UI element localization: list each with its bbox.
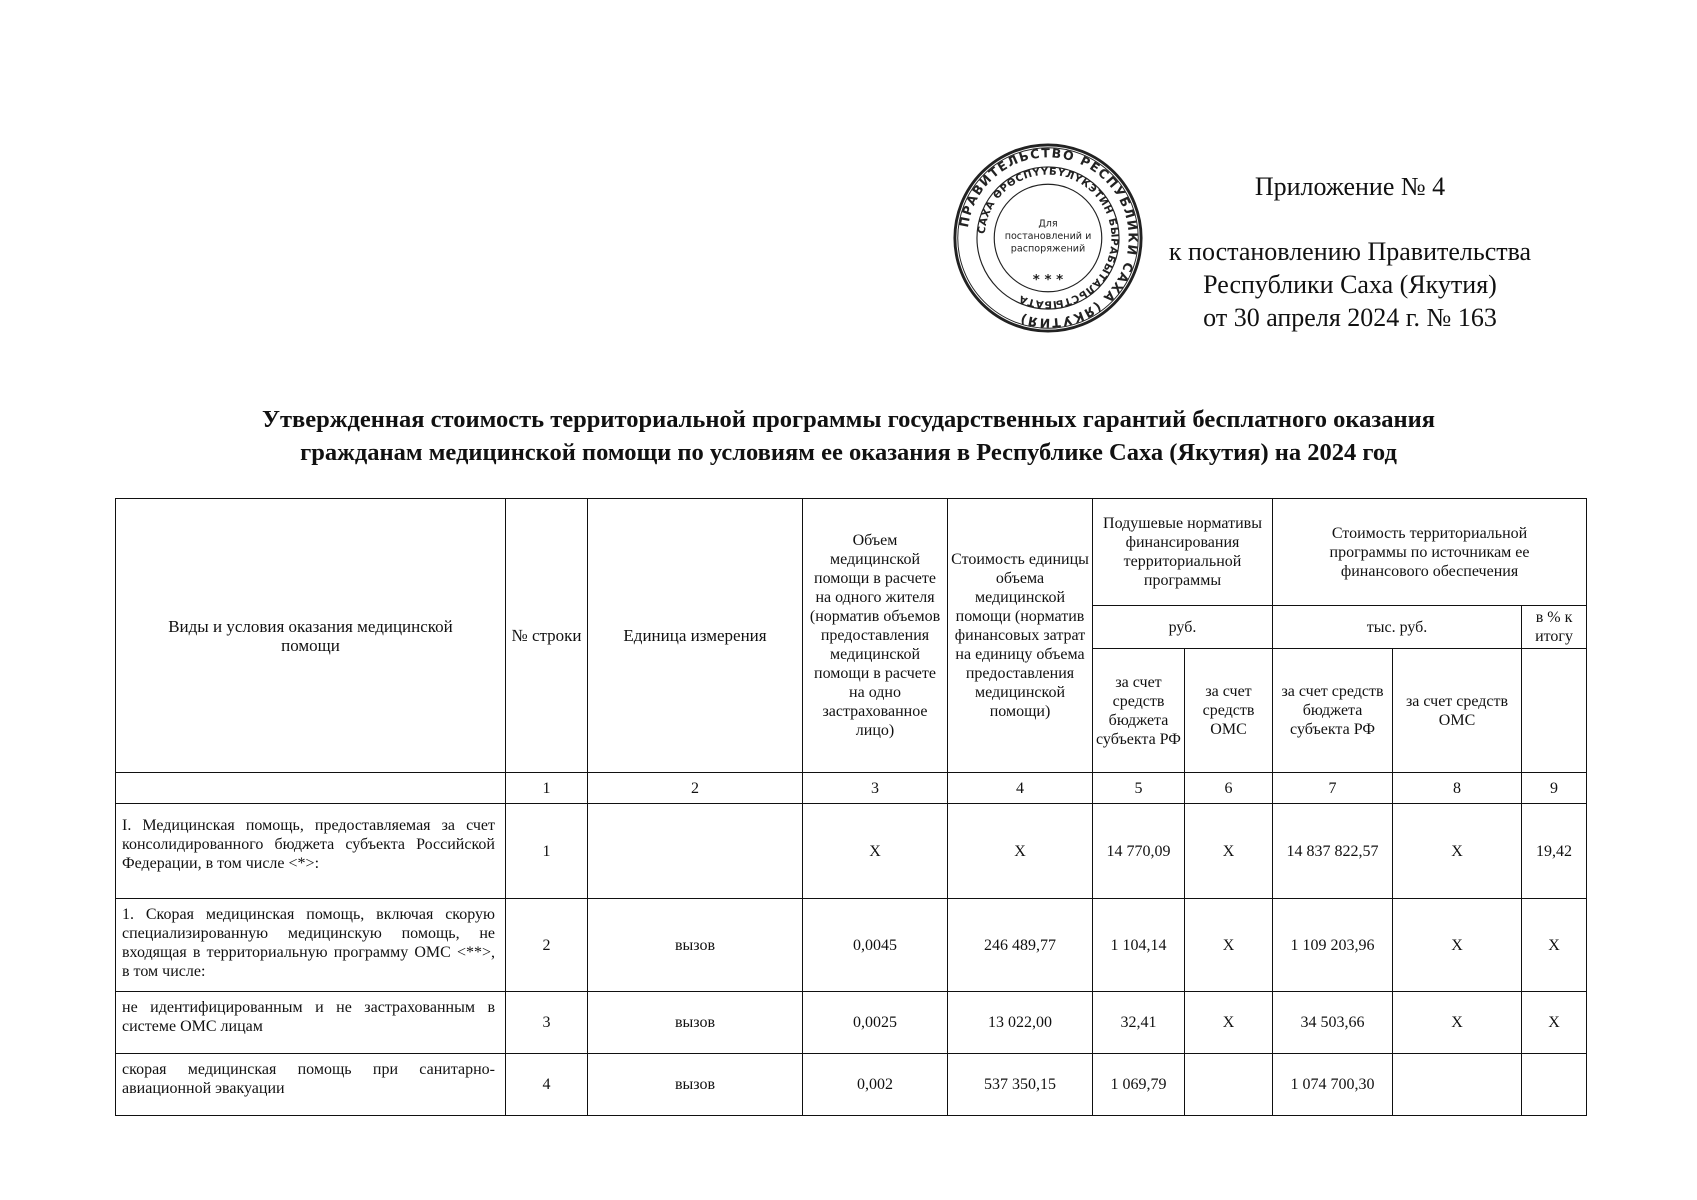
appendix-block (1160, 170, 1540, 334)
header-row-no: № строки (506, 499, 588, 773)
row-no: 2 (506, 899, 588, 992)
row-pct (1522, 1054, 1587, 1116)
col-number: 6 (1185, 773, 1273, 804)
header-thous-rub: тыс. руб. (1273, 606, 1522, 649)
header-cost: Стоимость единицы объема медицинской помощи (норматив финансовых затрат на единицу объема предоставления медицинской помощи) (948, 499, 1093, 773)
row-unit: вызов (588, 992, 803, 1054)
row-no: 4 (506, 1054, 588, 1116)
col-number: 5 (1093, 773, 1185, 804)
row-rub-budget: 1 104,14 (1093, 899, 1185, 992)
header-percent: в % к итогу (1522, 606, 1587, 649)
resolution-line-2: Республики Саха (Якутия) (1203, 270, 1497, 299)
row-pct: 19,42 (1522, 804, 1587, 899)
table-row (116, 899, 1587, 992)
header-program-cost: Стоимость территориальной программы по источникам ее финансового обеспечения (1273, 499, 1587, 606)
appendix-number: Приложение № 4 (1254, 172, 1446, 201)
row-th-budget: 1 074 700,30 (1273, 1054, 1393, 1116)
row-th-oms: X (1393, 804, 1522, 899)
row-volume: X (803, 804, 948, 899)
col-number: 4 (948, 773, 1093, 804)
row-no: 1 (506, 804, 588, 899)
row-unit: вызов (588, 899, 803, 992)
col-number: 9 (1522, 773, 1587, 804)
svg-text:Для: Для (1038, 218, 1058, 230)
table-row (116, 1054, 1587, 1116)
cost-table (115, 498, 1587, 1116)
col-number: 3 (803, 773, 948, 804)
row-cost: 13 022,00 (948, 992, 1093, 1054)
row-unit: вызов (588, 1054, 803, 1116)
col-number: 1 (506, 773, 588, 804)
header-th-budget: за счет средств бюджета субъекта РФ (1273, 649, 1393, 773)
resolution-line-1: к постановлению Правительства (1168, 237, 1532, 266)
row-pct: X (1522, 899, 1587, 992)
header-rub-oms: за счет средств ОМС (1185, 649, 1273, 773)
row-th-oms: X (1393, 899, 1522, 992)
row-no: 3 (506, 992, 588, 1054)
row-name: 1. Скорая медицинская помощь, включая скорую специализированную медицинскую помощь, не входящая в территориальную программу ОМС <**>, в том числе: (116, 899, 506, 992)
col-number: 8 (1393, 773, 1522, 804)
row-pct: X (1522, 992, 1587, 1054)
col-number: 7 (1273, 773, 1393, 804)
title-line-2: гражданам медицинской помощи по условиям ее оказания в Республике Саха (Якутия) на 2024 год (300, 439, 1397, 466)
row-th-budget: 34 503,66 (1273, 992, 1393, 1054)
header-volume: Объем медицинской помощи в расчете на одного жителя (норматив объемов предоставления медицинской помощи в расчете на одно застрахованное лицо) (803, 499, 948, 773)
row-rub-oms: X (1185, 992, 1273, 1054)
svg-text:распоряжений: распоряжений (1010, 243, 1086, 255)
row-rub-oms (1185, 1054, 1273, 1116)
government-seal (952, 142, 1144, 334)
header-unit: Единица измерения (588, 499, 803, 773)
row-rub-budget: 32,41 (1093, 992, 1185, 1054)
row-name: скорая медицинская помощь при санитарно-авиационной эвакуации (116, 1054, 506, 1116)
table-row (116, 992, 1587, 1054)
header-types: Виды и условия оказания медицинской помощи (116, 499, 506, 773)
svg-text:* * *: * * * (1032, 273, 1064, 289)
col-number (116, 773, 506, 804)
table-row (116, 804, 1587, 899)
row-th-oms (1393, 1054, 1522, 1116)
row-rub-oms: X (1185, 899, 1273, 992)
header-th-oms: за счет средств ОМС (1393, 649, 1522, 773)
row-th-oms: X (1393, 992, 1522, 1054)
row-volume: 0,002 (803, 1054, 948, 1116)
document-title (90, 403, 1607, 469)
svg-text:САХА ӨРӨСПҮҮБҮЛҮКЭТИН БЫРАБЫТА: САХА ӨРӨСПҮҮБҮЛҮКЭТИН БЫРАБЫТАЛЬСТЫБАТА (976, 166, 1120, 310)
header-per-capita: Подушевые нормативы финансирования территориальной программы (1093, 499, 1273, 606)
header-percent-empty (1522, 649, 1587, 773)
row-rub-budget: 1 069,79 (1093, 1054, 1185, 1116)
row-rub-budget: 14 770,09 (1093, 804, 1185, 899)
title-line-1: Утвержденная стоимость территориальной программы государственных гарантий бесплатного оказания (262, 406, 1435, 433)
row-th-budget: 14 837 822,57 (1273, 804, 1393, 899)
row-volume: 0,0025 (803, 992, 948, 1054)
header-rub-budget: за счет средств бюджета субъекта РФ (1093, 649, 1185, 773)
header-rub: руб. (1093, 606, 1273, 649)
row-cost: 246 489,77 (948, 899, 1093, 992)
row-cost: X (948, 804, 1093, 899)
row-name: не идентифицированным и не застрахованным в системе ОМС лицам (116, 992, 506, 1054)
resolution-line-3: от 30 апреля 2024 г. № 163 (1203, 303, 1497, 332)
row-name: I. Медицинская помощь, предоставляемая за счет консолидированного бюджета субъекта Российской Федерации, в том числе <*>: (116, 804, 506, 899)
row-unit (588, 804, 803, 899)
col-number: 2 (588, 773, 803, 804)
svg-text:ПРАВИТЕЛЬСТВО РЕСПУБЛИКИ САХА: ПРАВИТЕЛЬСТВО РЕСПУБЛИКИ САХА (ЯКУТИЯ) (956, 145, 1141, 331)
svg-text:постановлений и: постановлений и (1004, 230, 1092, 242)
row-rub-oms: X (1185, 804, 1273, 899)
row-th-budget: 1 109 203,96 (1273, 899, 1393, 992)
row-volume: 0,0045 (803, 899, 948, 992)
row-cost: 537 350,15 (948, 1054, 1093, 1116)
